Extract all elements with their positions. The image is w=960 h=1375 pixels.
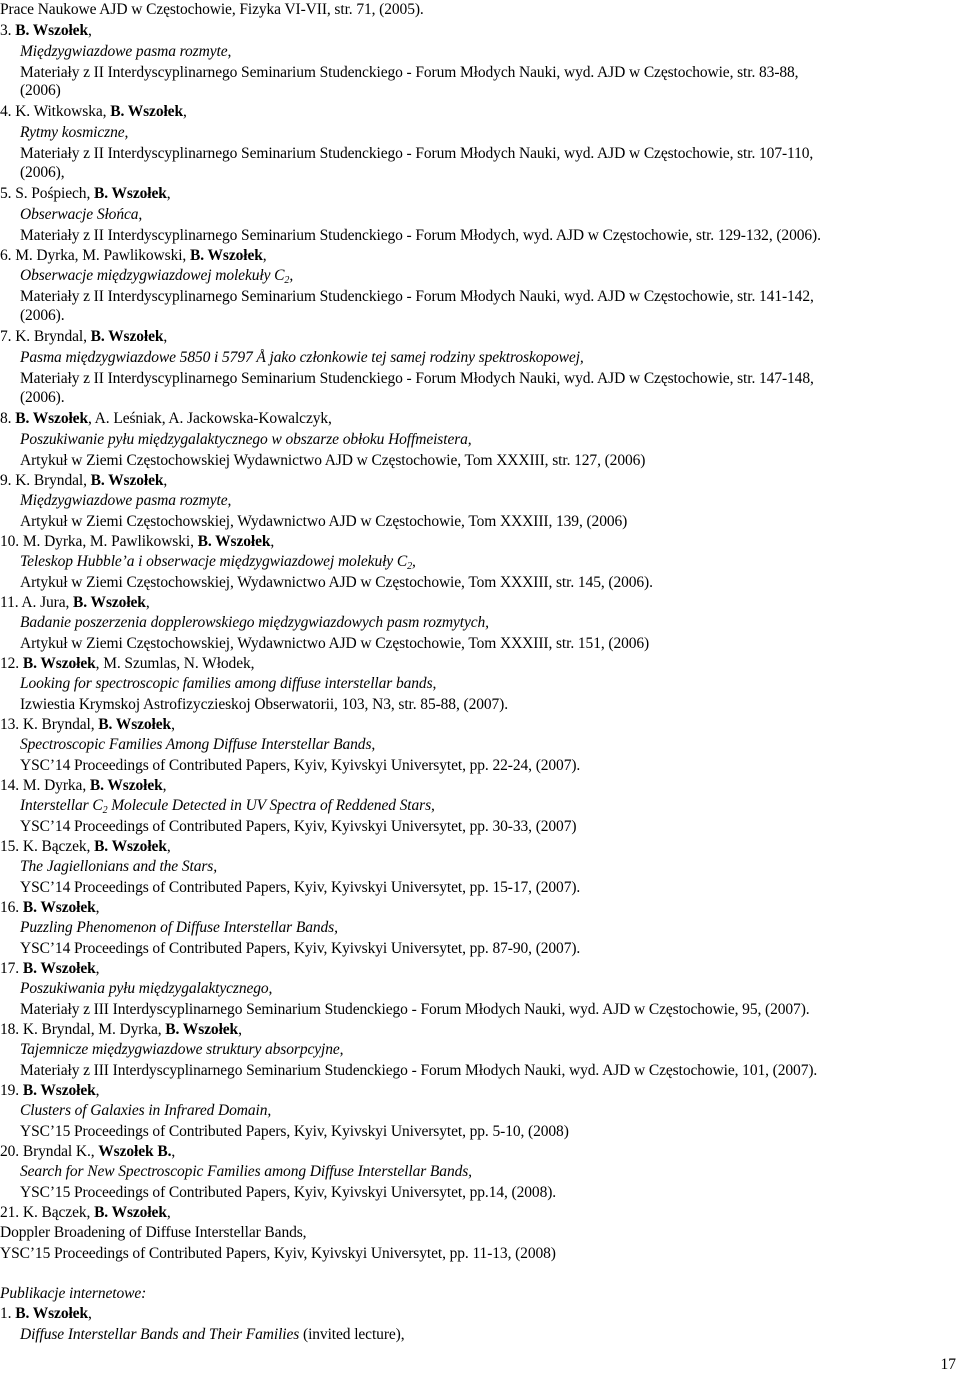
list-line [20, 939, 580, 959]
line-text: YSC’14 Proceedings of Contributed Papers, Kyiv, Kyivskyi Universytet, pp. 30-33, (2007) [20, 818, 577, 835]
line-text: Obserwacje Słońca, [20, 206, 143, 223]
line-text: Rytmy kosmiczne, [20, 124, 129, 141]
author-name: B. Wszołek [197, 533, 271, 550]
line-text: Prace Naukowe AJD w Częstochowie, Fizyka VI-VII, str. 71, (2005). [0, 1, 424, 18]
line-text: Międzygwiazdowe pasma rozmyte, [20, 492, 232, 509]
line-text: Materiały z II Interdyscyplinarnego Seminarium Studenckiego - Forum Młodych Nauki, wyd. AJD w Częstochowie, str. 83-88, [20, 64, 799, 81]
list-line [20, 1325, 405, 1345]
list-line [0, 593, 150, 613]
list-line [0, 1203, 171, 1223]
list-line [20, 266, 293, 286]
list-line [20, 695, 508, 715]
line-text: Materiały z II Interdyscyplinarnego Seminarium Studenckiego - Forum Młodych Nauki, wyd. AJD w Częstochowie, str. 147-148, [20, 370, 814, 387]
list-line [20, 491, 231, 511]
line-text: , [270, 533, 275, 550]
list-line [20, 512, 627, 532]
line-text: 21. K. Bączek, [0, 1204, 95, 1221]
line-text: 8. [0, 410, 16, 427]
list-line [20, 1040, 343, 1060]
line-text: (invited lecture), [299, 1326, 405, 1343]
list-line [20, 63, 798, 83]
list-line [0, 837, 171, 857]
author-name: B. Wszołek [22, 960, 96, 977]
list-line [20, 287, 814, 307]
list-line [20, 1000, 810, 1020]
line-text: , [163, 472, 168, 489]
line-text: , M. Szumlas, N. Włodek, [95, 655, 255, 672]
list-line [20, 81, 61, 101]
line-text: Clusters of Galaxies in Infrared Domain, [20, 1102, 272, 1119]
line-text: Poszukiwania pyłu międzygalaktycznego, [20, 980, 273, 997]
line-text: (2006), [20, 164, 65, 181]
line-text: YSC’15 Proceedings of Contributed Papers, Kyiv, Kyivskyi Universytet, pp. 11-13, (2008) [0, 1245, 556, 1262]
author-name: B. Wszołek [73, 594, 146, 611]
list-line [20, 1101, 271, 1121]
list-line [20, 573, 653, 593]
list-line [0, 409, 332, 429]
line-text: YSC’14 Proceedings of Contributed Papers, Kyiv, Kyivskyi Universytet, pp. 87-90, (2007). [20, 940, 581, 957]
list-line [20, 735, 375, 755]
author-name: B. Wszołek [98, 716, 172, 733]
list-line [0, 654, 254, 674]
line-text: Doppler Broadening of Diffuse Interstellar Bands, [0, 1224, 307, 1241]
list-line [20, 1061, 817, 1081]
author-name: B. Wszołek [22, 899, 96, 916]
section-heading [0, 1284, 146, 1304]
line-text: (2006). [20, 307, 65, 324]
list-line [20, 979, 272, 999]
list-line [0, 102, 187, 122]
page-number: 17 [940, 1356, 956, 1373]
line-text: , [262, 247, 267, 264]
list-line [0, 715, 175, 735]
list-line [20, 1183, 556, 1203]
line-text: Interstellar C [20, 797, 103, 814]
line-text: 18. K. Bryndal, M. Dyrka, [0, 1021, 166, 1038]
subscript: 2 [284, 275, 290, 286]
line-text: , A. Leśniak, A. Jackowska-Kowalczyk, [87, 410, 332, 427]
line-text: , [182, 103, 187, 120]
line-text: Artykuł w Ziemi Częstochowskiej Wydawnictwo AJD w Częstochowie, Tom XXXIII, str. 127, (2006) [20, 452, 646, 469]
line-text: 14. M. Dyrka, [0, 777, 90, 794]
line-text: 20. Bryndal K., [0, 1143, 99, 1160]
author-name: B. Wszołek [90, 328, 164, 345]
list-line [20, 226, 821, 246]
list-line [20, 1122, 569, 1142]
line-text: Publikacje internetowe: [0, 1285, 147, 1302]
list-line [20, 205, 142, 225]
list-line [0, 1142, 175, 1162]
line-text: 17. [0, 960, 23, 977]
list-line [20, 613, 489, 633]
line-text: 15. K. Bączek, [0, 838, 95, 855]
line-text: 5. S. Pośpiech, [0, 185, 94, 202]
line-text: Poszukiwanie pyłu międzygalaktycznego w obszarze obłoku Hoffmeistera, [20, 431, 472, 448]
line-text: , [166, 838, 171, 855]
line-text: , [95, 899, 100, 916]
author-name: B. Wszołek [94, 185, 167, 202]
line-text: 7. K. Bryndal, [0, 328, 91, 345]
list-line [20, 857, 217, 877]
author-name: B. Wszołek [22, 655, 96, 672]
author-name: B. Wszołek [15, 410, 88, 427]
line-text: Pasma międzygwiazdowe 5850 i 5797 Å jako członkowie tej samej rodziny spektroskopowej, [20, 349, 584, 366]
author-name: B. Wszołek [15, 22, 88, 39]
list-line [0, 327, 167, 347]
line-text: , [238, 1021, 242, 1038]
line-text: 6. M. Dyrka, M. Pawlikowski, [0, 247, 190, 264]
list-line [0, 959, 99, 979]
line-text: 1. [0, 1305, 16, 1322]
list-line [0, 184, 171, 204]
list-line [20, 451, 645, 471]
author-name: B. Wszołek [94, 1204, 167, 1221]
line-text: , [412, 553, 416, 570]
list-line [20, 918, 338, 938]
line-text: , [163, 328, 168, 345]
author-name: B. Wszołek [190, 247, 263, 264]
list-line [20, 388, 65, 408]
line-text: Molecule Detected in UV Spectra of Reddened Stars, [107, 797, 435, 814]
list-line [20, 123, 128, 143]
line-text: 3. [0, 22, 16, 39]
line-text: YSC’14 Proceedings of Contributed Papers, Kyiv, Kyivskyi Universytet, pp. 15-17, (2007). [20, 879, 581, 896]
line-text: , [95, 1082, 100, 1099]
line-text: Artykuł w Ziemi Częstochowskiej, Wydawnictwo AJD w Częstochowie, Tom XXXIII, str. 145, (2006). [20, 574, 653, 591]
list-line [0, 1223, 306, 1243]
list-line [0, 532, 274, 552]
line-text: Artykuł w Ziemi Częstochowskiej, Wydawnictwo AJD w Częstochowie, Tom XXXIII, 139, (2006) [20, 513, 628, 530]
line-text: , [145, 594, 150, 611]
list-line [0, 1304, 92, 1324]
line-text: 19. [0, 1082, 23, 1099]
line-text: Looking for spectroscopic families among diffuse interstellar bands, [20, 675, 437, 692]
line-text: The Jagiellonians and the Stars, [20, 858, 217, 875]
line-text: 9. K. Bryndal, [0, 472, 91, 489]
line-text: Badanie poszerzenia dopplerowskiego międzygwiazdowych pasm rozmytych, [20, 614, 489, 631]
line-text: (2006) [20, 82, 61, 99]
list-line [20, 674, 436, 694]
line-text: Materiały z II Interdyscyplinarnego Seminarium Studenckiego - Forum Młodych, wyd. AJD w Częstochowie, str. 129-132, (2006). [20, 227, 821, 244]
list-line [20, 306, 65, 326]
list-line [20, 817, 576, 837]
author-name: B. Wszołek [22, 1082, 96, 1099]
list-line [20, 348, 584, 368]
line-text: , [162, 777, 167, 794]
line-text: 16. [0, 899, 23, 916]
line-text: (2006). [20, 389, 65, 406]
list-line [0, 1244, 556, 1264]
line-text: Teleskop Hubble’a i obserwacje międzygwiazdowej molekuły C [20, 553, 408, 570]
line-text: 11. A. Jura, [0, 594, 74, 611]
line-text: Search for New Spectroscopic Families among Diffuse Interstellar Bands, [20, 1163, 472, 1180]
line-text: Międzygwiazdowe pasma rozmyte, [20, 43, 232, 60]
list-line [0, 1020, 242, 1040]
list-line [20, 430, 472, 450]
line-text: , [289, 267, 294, 284]
author-name: B. Wszołek [89, 777, 163, 794]
author-name: B. Wszołek [90, 472, 164, 489]
line-text: , [87, 22, 92, 39]
line-text: Tajemnicze międzygwiazdowe struktury absorpcyjne, [20, 1041, 344, 1058]
line-text: Artykuł w Ziemi Częstochowskiej, Wydawnictwo AJD w Częstochowie, Tom XXXIII, str. 151, (2006) [20, 635, 650, 652]
author-name: B. Wszołek [94, 838, 167, 855]
line-text: Diffuse Interstellar Bands and Their Families [20, 1326, 300, 1343]
subscript: 2 [102, 805, 108, 816]
line-text: Materiały z III Interdyscyplinarnego Seminarium Studenckiego - Forum Młodych Nauki, wyd. AJD w Częstochowie, 101, (2007). [20, 1062, 818, 1079]
line-text: , [95, 960, 100, 977]
line-text: Materiały z II Interdyscyplinarnego Seminarium Studenckiego - Forum Młodych Nauki, wyd. AJD w Częstochowie, str. 141-142, [20, 288, 814, 305]
line-text: , [166, 1204, 171, 1221]
list-line [0, 0, 424, 20]
list-line [20, 144, 813, 164]
author-name: B. Wszołek [15, 1305, 88, 1322]
list-line [0, 1081, 99, 1101]
line-text: , [171, 1143, 176, 1160]
author-name: Wszołek B. [98, 1143, 172, 1160]
line-text: , [87, 1305, 92, 1322]
author-name: B. Wszołek [110, 103, 183, 120]
list-line [20, 796, 435, 816]
list-line [0, 776, 166, 796]
line-text: , [171, 716, 175, 733]
line-text: YSC’15 Proceedings of Contributed Papers, Kyiv, Kyivskyi Universytet, pp.14, (2008). [20, 1184, 557, 1201]
line-text: YSC’14 Proceedings of Contributed Papers, Kyiv, Kyivskyi Universytet, pp. 22-24, (2007). [20, 757, 581, 774]
list-line [0, 246, 267, 266]
list-line [20, 756, 580, 776]
line-text: Izwiestia Krymskoj Astrofizyczieskoj Obserwatorii, 103, N3, str. 85-88, (2007). [20, 696, 509, 713]
line-text: YSC’15 Proceedings of Contributed Papers, Kyiv, Kyivskyi Universytet, pp. 5-10, (2008) [20, 1123, 569, 1140]
line-text: 12. [0, 655, 23, 672]
list-line [20, 1162, 472, 1182]
line-text: Puzzling Phenomenon of Diffuse Interstellar Bands, [20, 919, 338, 936]
list-line [20, 552, 416, 572]
list-line [20, 42, 231, 62]
line-text: Obserwacje międzygwiazdowej molekuły C [20, 267, 285, 284]
list-line [20, 878, 580, 898]
author-name: B. Wszołek [165, 1021, 239, 1038]
subscript: 2 [407, 561, 413, 572]
list-line [0, 21, 92, 41]
line-text: 13. K. Bryndal, [0, 716, 99, 733]
line-text: Materiały z III Interdyscyplinarnego Seminarium Studenckiego - Forum Młodych Nauki, wyd. AJD w Częstochowie, 95, (2007). [20, 1001, 810, 1018]
list-line [20, 163, 65, 183]
line-text: Materiały z II Interdyscyplinarnego Seminarium Studenckiego - Forum Młodych Nauki, wyd. AJD w Częstochowie, str. 107-110, [20, 145, 814, 162]
list-line [0, 898, 99, 918]
list-line [20, 369, 814, 389]
line-text: , [166, 185, 171, 202]
line-text: Spectroscopic Families Among Diffuse Interstellar Bands, [20, 736, 376, 753]
list-line [20, 634, 649, 654]
list-line [0, 471, 167, 491]
line-text: 4. K. Witkowska, [0, 103, 111, 120]
line-text: 10. M. Dyrka, M. Pawlikowski, [0, 533, 198, 550]
